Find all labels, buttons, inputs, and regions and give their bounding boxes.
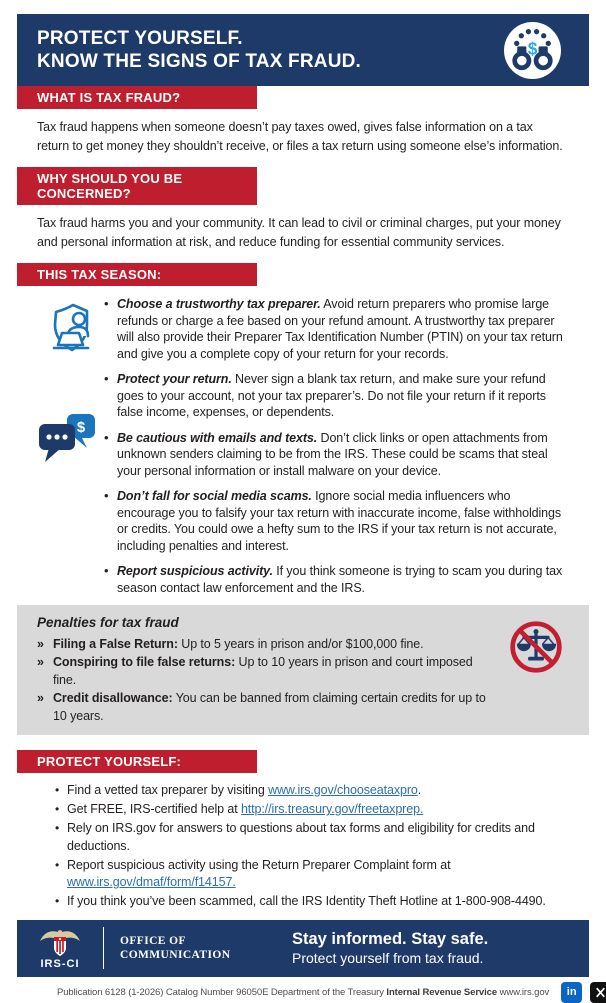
publication-pre: Publication 6128 (1-2026) Catalog Number 96050E Department of the Treasury <box>57 986 387 998</box>
section-banner-what: WHAT IS TAX FRAUD? <box>17 86 257 109</box>
protect-list <box>17 773 589 911</box>
linkedin-icon[interactable] <box>561 982 582 1003</box>
season-bullet-preparer <box>117 296 563 362</box>
x-twitter-icon[interactable] <box>590 982 606 1003</box>
bullet-lead: Be cautious with emails and texts. <box>117 430 318 445</box>
social-icons <box>561 982 606 1003</box>
season-bullet-emails <box>117 430 563 480</box>
protect-item-complaint-form <box>67 857 569 892</box>
protect-item-irsgov <box>67 820 569 855</box>
season-bullet-report <box>117 563 563 596</box>
header-banner <box>17 14 589 86</box>
item-text: If you think you’ve been scammed, call the IRS Identity Theft Hotline at 1-800-908-4490. <box>67 894 546 908</box>
title-line-2: KNOW THE SIGNS OF TAX FRAUD. <box>37 51 362 72</box>
section-banner-why: WHY SHOULD YOU BE CONCERNED? <box>17 167 257 205</box>
bullet-text: Avoid return preparers who promise large refunds or charge a fee based on your refund amount. A trustworthy tax preparer will also provide their Preparer Tax Identification Number (PTIN) on your tax return and give you a complete copy of your return for your records. <box>117 297 563 361</box>
bullet-lead: Don’t fall for social media scams. <box>117 489 312 503</box>
penalty-label: Filing a False Return: <box>53 637 178 651</box>
season-bullet-social <box>117 488 563 554</box>
bullet-text: Ignore social media influencers who encourage you to falsify your tax return with inaccurate income, false withholdings or credits. You could owe a hefty sum to the IRS if your tax return is not accurate, including penalties and interest. <box>117 489 562 553</box>
season-bullet-list <box>17 286 589 596</box>
what-body-text: Tax fraud happens when someone doesn’t pay taxes owed, gives false information on a tax return to get money they shouldn’t receive, or files a tax return using someone else’s information. <box>37 120 563 153</box>
svg-text:$: $ <box>76 419 86 436</box>
bullet-text: Never sign a blank tax return, and make sure your refund goes to your account, not your tax preparer’s. Do not file your return if it reports false income, expenses, or dependents. <box>117 372 546 419</box>
penalty-item-conspiring <box>37 653 494 689</box>
penalty-item-false-return <box>37 635 494 653</box>
link-chooseataxpro[interactable]: www.irs.gov/chooseataxpro <box>268 783 418 797</box>
linkedin-glyph: in <box>566 986 577 998</box>
bullet-text: If you think someone is trying to scam you during tax season contact law enforcement and the IRS. <box>117 564 563 595</box>
bullet-lead: Choose a trustworthy tax preparer. <box>117 297 321 311</box>
bullet-lead: Protect your return. <box>117 372 232 386</box>
bullet-lead: Report suspicious activity. <box>117 564 273 578</box>
penalties-title: Penalties for tax fraud <box>37 615 179 630</box>
penalty-text: You can be banned from claiming certain credits for up to 10 years. <box>53 691 486 723</box>
irs-ci-label: IRS-CI <box>40 958 80 970</box>
item-text: . <box>417 783 422 797</box>
item-text: Report suspicious activity using the Return Preparer Complaint form at <box>67 857 451 872</box>
protect-item-preparer <box>67 782 569 800</box>
section-banner-season: THIS TAX SEASON: <box>17 263 257 286</box>
bottom-row <box>17 982 589 1003</box>
penalty-item-credit <box>37 689 494 725</box>
penalty-text: Up to 10 years in prison and court imposed fine. <box>53 655 473 687</box>
item-text: Find a vetted tax preparer by visiting <box>67 783 269 797</box>
tagline-bold: Stay informed. Stay safe. <box>292 929 489 948</box>
penalties-box <box>17 605 589 735</box>
tax-preparer-shield-icon <box>41 302 103 367</box>
irs-ci-logo <box>17 926 103 970</box>
section-banner-protect: PROTECT YOURSELF: <box>17 750 257 773</box>
publication-line <box>57 987 549 998</box>
item-text: Rely on IRS.gov for answers to questions about tax forms and eligibility for credits and deductions. <box>67 821 535 853</box>
handcuffs-dollar-icon <box>504 22 561 79</box>
protect-item-free-help <box>67 801 569 819</box>
tagline-sub: Protect yourself from tax fraud. <box>292 949 484 966</box>
bullet-text: Don’t click links or open attachments from unknown senders claiming to be from the IRS. These could be scams that steal your personal information or install malware on your device. <box>117 430 548 478</box>
link-freetaxprep[interactable]: http://irs.treasury.gov/freetaxprep. <box>240 802 424 816</box>
link-f14157[interactable]: www.irs.gov/dmaf/form/f14157. <box>67 875 236 889</box>
season-bullet-return <box>117 371 563 421</box>
eagle-emblem-icon <box>37 928 83 958</box>
item-text: Get FREE, IRS-certified help at <box>67 802 241 816</box>
office-of-communication-label <box>104 934 274 962</box>
svg-text:$: $ <box>527 38 538 59</box>
footer-bar <box>17 920 589 977</box>
office-line-1: OFFICE OF <box>120 935 186 947</box>
office-line-2: COMMUNICATION <box>120 949 231 961</box>
publication-url: www.irs.gov <box>497 986 550 998</box>
footer-tagline <box>274 930 488 967</box>
penalty-label: Credit disallowance: <box>53 691 173 705</box>
publication-agency: Internal Revenue Service <box>386 986 498 998</box>
penalty-label: Conspiring to file false returns: <box>53 655 236 669</box>
penalty-text: Up to 5 years in prison and/or $100,000 fine. <box>177 637 424 651</box>
protect-item-hotline <box>67 893 569 911</box>
scam-messages-icon <box>37 412 103 475</box>
why-body-text: Tax fraud harms you and your community. It can lead to civil or criminal charges, put your money and personal information at risk, and reduce funding for essential community services. <box>37 216 561 249</box>
title-line-1: PROTECT YOURSELF. <box>37 28 243 49</box>
no-scales-justice-icon <box>508 619 564 680</box>
